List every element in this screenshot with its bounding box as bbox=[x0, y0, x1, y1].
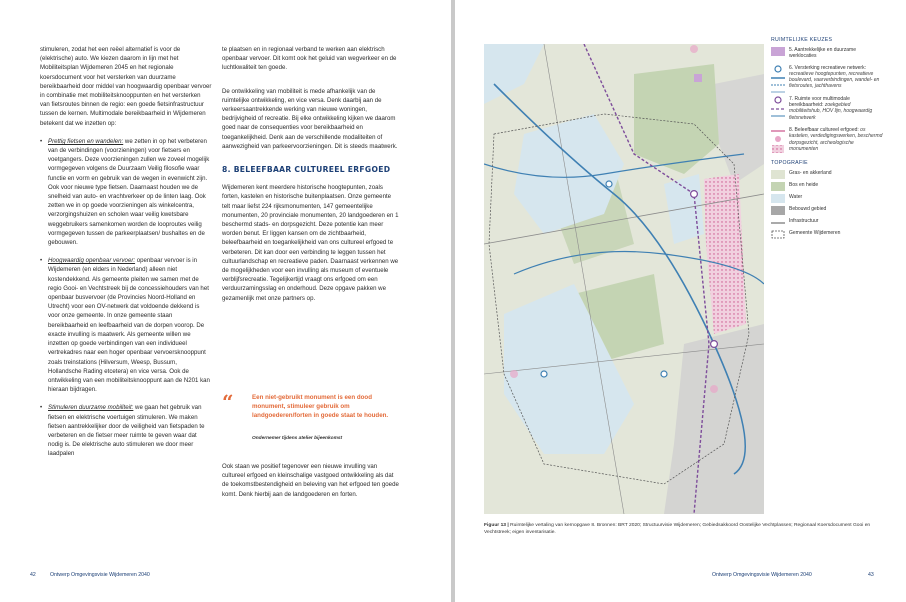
work-location-marker bbox=[694, 74, 702, 82]
legend-item bbox=[771, 65, 883, 90]
legend-sub: zoekgebied mobiliteitshub, HOV lijn, hoogwaardig fietsnetwerk bbox=[789, 102, 873, 121]
bullet-text: we gaan het gebruik van fietsen en elektrische voertuigen stimuleren. We maken fietsen aantrekkelijker door de veiligheid van fietspaden te verbeteren en de fietser meer ruimte te geven waar dat nodig is. De elektrische auto stimuleren we door meer laadpalen bbox=[48, 404, 205, 458]
legend-item bbox=[771, 218, 883, 227]
left-column-1 bbox=[40, 45, 212, 468]
legend-item bbox=[771, 127, 883, 152]
quote-source: Ondernemer tijdens atelier bijeenkomst bbox=[252, 436, 343, 441]
legend-item bbox=[771, 230, 883, 239]
infrastructure-swatch bbox=[771, 218, 785, 227]
left-column-2 bbox=[222, 45, 400, 312]
water-swatch bbox=[771, 194, 785, 203]
legend-heading: RUIMTELIJKE KEUZES bbox=[771, 37, 833, 43]
legend-item bbox=[771, 206, 883, 215]
paragraph: Wijdemeren kent meerdere historische hoogtepunten, zoals forten, kastelen en historische buitenplaatsen. Onze gemeente telt maar liefst 224 rijksmonumenten, 147 gemeentelijke monumenten, 20 provinciale monumenten, 20 landgoederen en 1 beschermd stads- en dorpsgezicht. Deze potentie kan meer worden benut. Er liggen kansen om de zichtbaarheid, beleefbaarheid en toegankelijkheid van ons cultureel erfgoed te verbeteren. Dit kan door een verbinding te leggen tussen het cultuurlandschap en recreatieve paden. Daarnaast verkennen we de mogelijkheden voor een invulling als museum of eventuele verblijfsrecreatie. Tegelijkertijd vraagt ons erfgoed om een verduurzamingsslag en onderhoud. Deze opgave pakken we gezamenlijk met onze partners op. bbox=[222, 184, 399, 302]
paragraph: te plaatsen en in regionaal verband te werken aan elektrisch openbaar vervoer. Dit komt ook het geluid van wegverkeer en de luchtkwaliteit ten goede. bbox=[222, 46, 397, 72]
bullet-text: openbaar vervoer is in Wijdemeren (en elders in Nederland) alleen niet kostendekkend. Als gemeente pleiten we samen met de regio Gooi- en Vechtstreek bij de concessiehouders van het openbaar busvervoer (de Provincies Noord-Holland en Utrecht) voor een OV-netwerk dat voldoende dekkend is voor onze gemeente. In onze gemeente staan bereikbaarheid en leefbaarheid van de dorpen voorop. De exacte invulling is maatwerk. Als gemeente willen we inzetten op goede verbindingen van een individueel vertrekadres naar een hoger openbaar vervoersknooppunt zoals treinstations (Hilversum, Weesp, Bussum, Hollandsche Rading etcetera) en vice versa. Ook de ontwikkeling van een mobiliteitsknooppunt aan de N201 kan hieraan bijdragen. bbox=[48, 257, 210, 394]
legend-label: Gras- en akkerland bbox=[789, 170, 832, 177]
recreation-hotspot-icon bbox=[541, 371, 547, 377]
heritage-marker-icon bbox=[510, 370, 518, 378]
recreation-hotspot-icon bbox=[606, 181, 612, 187]
bullet-title: Stimuleren duurzame mobiliteit: bbox=[48, 404, 134, 412]
boundary-swatch bbox=[771, 230, 785, 239]
section-heading: 8. BELEEFBAAR CULTUREEL ERFGOED bbox=[222, 165, 391, 175]
heritage-marker-icon bbox=[690, 45, 698, 53]
work-location-swatch bbox=[771, 47, 785, 56]
list-item bbox=[40, 137, 212, 247]
list-item bbox=[40, 256, 212, 394]
legend-label: 5. Aantrekkelijke en duurzame werklocaties bbox=[789, 47, 856, 60]
left-column-2-bottom bbox=[222, 462, 400, 508]
legend-item bbox=[771, 96, 883, 121]
forest-swatch bbox=[771, 182, 785, 191]
mobility-icon bbox=[771, 96, 785, 105]
recreation-network-icon bbox=[771, 65, 785, 74]
legend-label: 7. Ruimte voor multimodale bereikbaarheid: bbox=[789, 95, 850, 109]
legend-item bbox=[771, 47, 883, 60]
mobility-hub-icon bbox=[691, 191, 698, 198]
map-legend bbox=[771, 37, 883, 242]
legend-sub: os kastelen, verdedigingswerken, beschermd dorpsgezicht, archeologische monumenten bbox=[789, 126, 883, 152]
left-page bbox=[0, 0, 451, 602]
legend-item bbox=[771, 194, 883, 203]
spatial-map bbox=[484, 44, 764, 514]
quote-text: Een niet-gebruikt monument is een dood monument, stimuleer gebruik om landgoederen/forten in goede staat te houden. bbox=[252, 394, 389, 419]
heritage-icon bbox=[771, 127, 785, 136]
figure-caption bbox=[484, 522, 874, 537]
footer-title: Ontwerp Omgevingsvisie Wijdemeren 2040 bbox=[50, 572, 150, 578]
paragraph: De ontwikkeling van mobiliteit is mede afhankelijk van de ruimtelijke ontwikkeling, en vice versa. Denk daarbij aan de verkeersaantrekkende werking van nieuwe woningen, bedrijvigheid of recreatie. Bij elke ontwikkeling kijken we daarom goed naar de consequenties voor bereikbaarheid en toegankelijkheid. Denk aan de verschillende modaliteiten of aanwezigheid van parkeervoorzieningen. Dit is steeds maatwerk. bbox=[222, 87, 398, 150]
quote-mark-icon: “ bbox=[222, 390, 234, 414]
page-number: 42 bbox=[30, 572, 36, 578]
paragraph: Ook staan we positief tegenover een nieuwe invulling van cultureel erfgoed en kleinschalige vastgoed ontwikkeling als dat de toekomstbestendigheid en beleving van het erfgoed ten goede komt. Denk hierbij aan de landgoederen en forten. bbox=[222, 463, 399, 498]
list-item bbox=[40, 403, 212, 458]
built-swatch bbox=[771, 206, 785, 215]
bullet-title: Prettig fietsen en wandelen: bbox=[48, 137, 124, 145]
mobility-hub-icon bbox=[711, 341, 718, 348]
legend-label: Bos en heide bbox=[789, 182, 819, 189]
recreation-hotspot-icon bbox=[661, 371, 667, 377]
bullet-title: Hoogwaardig openbaar vervoer: bbox=[48, 257, 136, 265]
bullet-text: we zetten in op het verbeteren van de verbindingen (voorzieningen) voor fietsers en voetgangers. Deze voorzieningen zullen we zoveel mogelijk vormgegeven volgens de Duurzaam Veilig filosofie waar functie en vorm en gebruik van de wegen in evenwicht zijn. Ook voor nieuwe type fietsen. Daarnaast houden we de snelheid van auto- en vrachtverkeer op de linten laag. Ook zetten we in op goede voorzieningen als winkelcentra, verzorgingshuizen en scholen waar veilig kwetsbare weggebruikers samenkomen worden de looproutes veilig vormgegeven tussen de parkeerplaatsen/ bushaltes en de gebouwen. bbox=[48, 137, 210, 247]
caption-text: Ruimtelijke vertaling van kernopgave 8. Bronnen: BRT 2020; Structuurvisie Wijdemeren; Gebiedsakkoord Oostelijke Vechtplassen; Regionaal Koersdocument Gooi en Vechtstreek; eigen inventarisatie. bbox=[484, 523, 871, 536]
mobility-bullet-list bbox=[40, 137, 212, 459]
caption-label: Figuur 13 | bbox=[484, 523, 509, 528]
intro-paragraph: stimuleren, zodat het een reëel alternatief is voor de (elektrische) auto. We kiezen daarom in lijn met het Mobiliteitsplan Wijdemeren 2045 en het regionale koersdocument voor het versterken van duurzame bereikbaarheid door middel van hoogwaardig openbaar vervoer in combinatie met mobiliteitsknooppunten en het versterken van fietsroutes binnen de regio: een goede fietsinfrastructuur tussen de kernen. Multimodale bereikbaarheid in Wijdemeren betekent dat we inzetten op: bbox=[40, 46, 212, 127]
legend-item bbox=[771, 182, 883, 191]
legend-label: Gemeente Wijdemeren bbox=[789, 230, 841, 237]
heritage-marker-icon bbox=[710, 385, 718, 393]
page-number: 43 bbox=[868, 572, 874, 578]
legend-label: 6. Versterking recreatieve netwerk: bbox=[789, 64, 866, 71]
footer-title: Ontwerp Omgevingsvisie Wijdemeren 2040 bbox=[712, 572, 812, 578]
legend-label: Bebouwd gebied bbox=[789, 206, 827, 213]
grass-swatch bbox=[771, 170, 785, 179]
legend-item bbox=[771, 170, 883, 179]
legend-sub: recreatieve hoogtepunten, recreatieve boulevard, vaarverbindingen, wandel- en fietsroutes, jachthavens bbox=[789, 70, 880, 90]
legend-label: Infrastructuur bbox=[789, 218, 819, 225]
topography-heading: TOPOGRAFIE bbox=[771, 160, 808, 167]
legend-label: Water bbox=[789, 194, 803, 201]
legend-label: 8. Beleefbaar cultureel erfgoed: bbox=[789, 126, 859, 133]
